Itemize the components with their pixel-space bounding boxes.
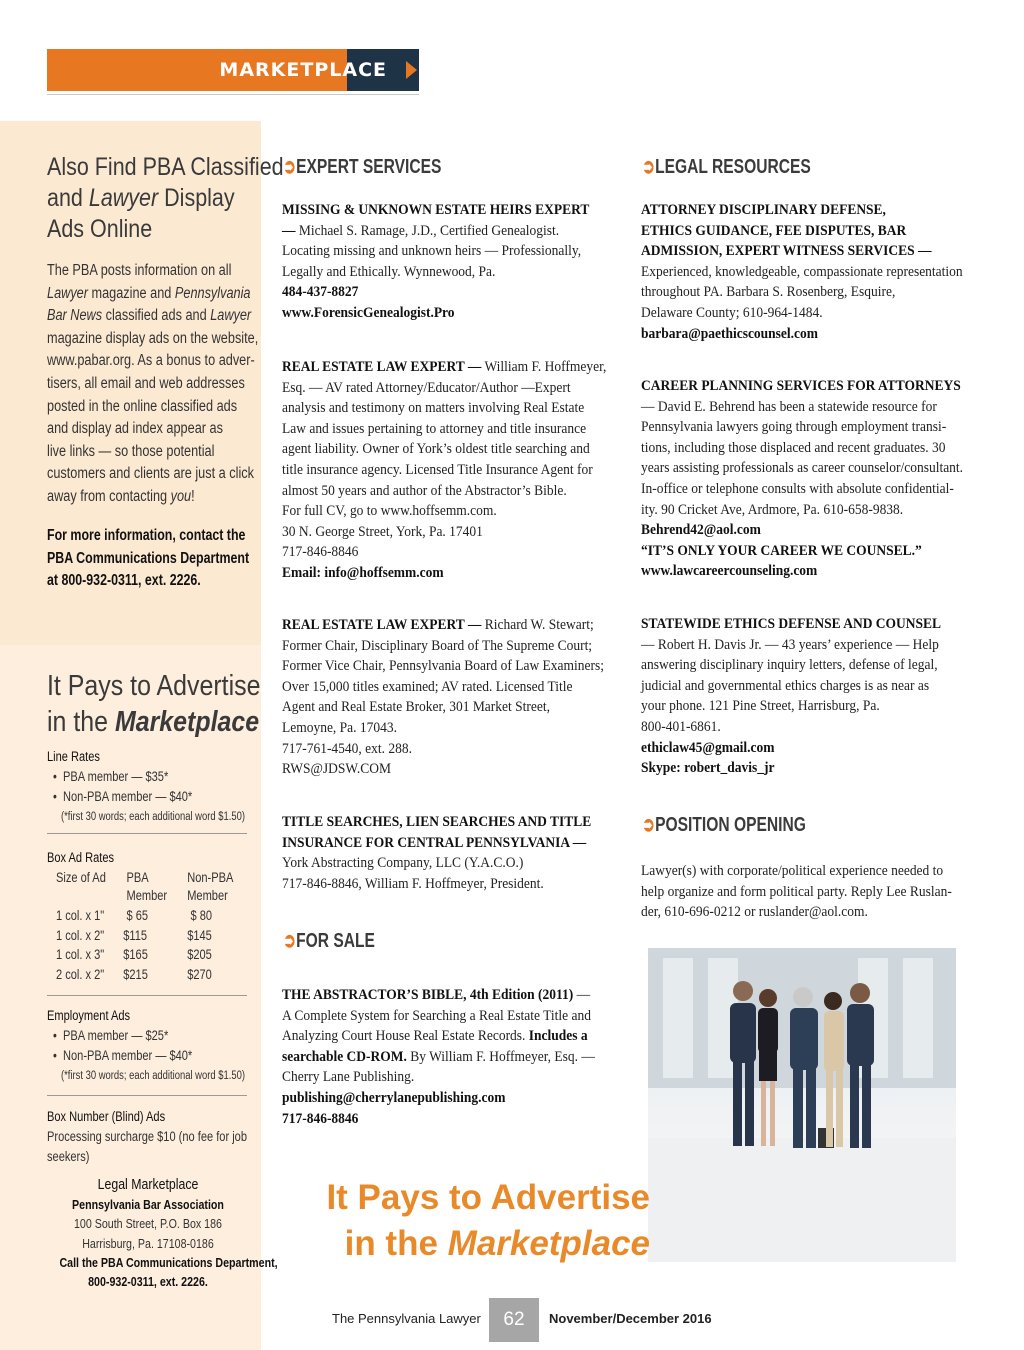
banner-label: MARKETPLACE: [219, 59, 387, 81]
ad-line: Lawyer(s) with corporate/political experience needed to: [641, 863, 944, 879]
ad-line: Esq. — AV rated Attorney/Educator/Author —Expert: [282, 379, 571, 396]
ad-line: 717-846-8846, William F. Hoffmeyer, President.: [282, 875, 544, 892]
business-people-photo: [648, 948, 956, 1262]
ad-line: CAREER PLANNING SERVICES FOR ATTORNEYS: [641, 378, 961, 394]
ad-line: ity. 90 Cricket Ave, Ardmore, Pa. 610-658-9838.: [641, 501, 904, 518]
ad-line: In-office or telephone consults with absolute confidential-: [641, 480, 954, 497]
table-row: 1 col. x 3" $165 $205: [56, 947, 212, 962]
banner-rule: [47, 94, 419, 95]
ad-line: der, 610-696-0212 or ruslander@aol.com.: [641, 904, 868, 921]
arrow-circle-icon: ➲: [283, 930, 297, 952]
line-rates-heading: Line Rates: [47, 749, 100, 764]
ad-line: years assisting professionals as career counselor/consultant.: [641, 460, 964, 477]
employment-note: (*first 30 words; each additional word $1.50): [61, 1070, 245, 1082]
ad-line: Over 15,000 titles examined; AV rated. Licensed Title: [282, 678, 573, 695]
ad-line: THE ABSTRACTOR’S BIBLE, 4th Edition (2011) —: [282, 987, 591, 1003]
ad-line: Agent and Real Estate Broker, 301 Market Street,: [282, 699, 550, 716]
ad-line: MISSING & UNKNOWN ESTATE HEIRS EXPERT: [282, 202, 590, 218]
ad-line: answering disciplinary inquiry letters, defense of legal,: [641, 657, 938, 674]
arrow-circle-icon: ➲: [642, 156, 656, 178]
list-item: • PBA member — $35*: [53, 769, 169, 784]
section-banner: [47, 49, 419, 91]
section-heading-position: ➲POSITION OPENING: [642, 814, 806, 836]
list-item: • PBA member — $25*: [53, 1028, 169, 1043]
ad-line: INSURANCE FOR CENTRAL PENNSYLVANIA —: [282, 834, 587, 851]
list-item: • Non-PBA member — $40*: [53, 788, 193, 804]
ad-line: help organize and form political party. Reply Lee Ruslan-: [641, 883, 952, 900]
employment-heading: Employment Ads: [47, 1008, 131, 1023]
ad-line: REAL ESTATE LAW EXPERT — William F. Hoffmeyer,: [282, 359, 607, 375]
ad-line: ATTORNEY DISCIPLINARY DEFENSE,: [641, 202, 886, 218]
ad-line: “IT’S ONLY YOUR CAREER WE COUNSEL.”: [641, 542, 922, 559]
ad-line: Skype: robert_davis_jr: [641, 760, 775, 777]
ad-line: Locating missing and unknown heirs — Professionally,: [282, 243, 582, 260]
ad-line: ethiclaw45@gmail.com: [641, 739, 775, 756]
ad-line: — Robert H. Davis Jr. — 43 years’ experience — Help: [641, 636, 939, 653]
arrow-circle-icon: ➲: [283, 156, 297, 178]
ad-career-planning: [641, 376, 963, 582]
ad-line: TITLE SEARCHES, LIEN SEARCHES AND TITLE: [282, 814, 592, 830]
ad-line: ETHICS GUIDANCE, FEE DISPUTES, BAR: [641, 222, 907, 239]
online-ads-contact: For more information, contact the PBA Communications Department at 800-932-0311, ext. 2226.: [47, 527, 250, 590]
table-row: 1 col. x 2" $115 $145: [56, 927, 212, 943]
ad-line: — David E. Behrend has been a statewide resource for: [641, 398, 937, 415]
ad-stewart-expert: [282, 615, 604, 780]
ad-line: Law and issues pertaining to attorney and title insurance: [282, 420, 587, 437]
ad-line: For full CV, go to www.hoffsemm.com.: [282, 503, 497, 520]
ad-line: York Abstracting Company, LLC (Y.A.C.O.): [282, 855, 524, 872]
ad-line: Former Vice Chair, Pennsylvania Board of Law Examiners;: [282, 658, 604, 675]
ad-line: Former Chair, Disciplinary Board of The Supreme Court;: [282, 637, 593, 654]
advertise-promo: It Pays to Advertise in the Marketplace: [326, 1178, 650, 1263]
section-heading-forsale: ➲FOR SALE: [283, 930, 375, 952]
blind-ads-heading: Box Number (Blind) Ads: [47, 1109, 166, 1124]
ad-line: almost 50 years and author of the Abstractor’s Bible.: [282, 482, 567, 499]
line-rates-note: (*first 30 words; each additional word $1.50): [61, 811, 245, 823]
ad-line: title insurance agency. Licensed Title Insurance Agent for: [282, 461, 593, 478]
ad-position-opening: [641, 861, 952, 923]
marketplace-address: Legal Marketplace Pennsylvania Bar Association 100 South Street, P.O. Box 186 Harrisburg, Pa. 17108-0186 Call the PBA Communications Department, 800-932-0311, ext. 2226.: [59, 1177, 278, 1289]
ad-ethics-defense: [641, 614, 941, 779]
ad-line: — Michael S. Ramage, J.D., Certified Genealogist.: [282, 222, 560, 239]
ad-line: www.ForensicGenealogist.Pro: [282, 304, 455, 321]
ad-line: STATEWIDE ETHICS DEFENSE AND COUNSEL: [641, 616, 941, 632]
line-rates-list: [53, 767, 192, 806]
photo-illustration: [648, 948, 956, 1262]
box-rates-table: [56, 906, 236, 984]
divider: [47, 995, 247, 996]
ad-line: Behrend42@aol.com: [641, 522, 761, 539]
page-number: 62: [489, 1298, 539, 1342]
ad-line: www.lawcareercounseling.com: [641, 563, 818, 580]
divider: [47, 1095, 247, 1096]
ad-line: ADMISSION, EXPERT WITNESS SERVICES —: [641, 243, 932, 260]
ad-line: publishing@cherrylanepublishing.com: [282, 1089, 506, 1106]
divider: [47, 833, 247, 834]
box-rates-col-line2: Member Member: [126, 888, 228, 903]
ad-estate-heirs: [282, 200, 589, 324]
footer-publication: The Pennsylvania Lawyer: [332, 1311, 481, 1326]
box-rates-heading: Box Ad Rates: [47, 850, 115, 865]
ad-line: agent liability. Owner of York’s oldest title searching and: [282, 441, 590, 458]
ad-line: 800-401-6861.: [641, 718, 721, 735]
ad-line: A Complete System for Searching a Real Estate Title and: [282, 1007, 591, 1024]
ad-line: throughout PA. Barbara S. Rosenberg, Esquire,: [641, 284, 896, 301]
ad-line: 717-846-8846: [282, 1110, 359, 1127]
footer-issue-date: November/December 2016: [549, 1311, 712, 1326]
ad-line: barbara@paethicscounsel.com: [641, 325, 818, 342]
ad-line: searchable CD-ROM. By William F. Hoffmeyer, Esq. —: [282, 1048, 595, 1065]
rates-title: It Pays to Advertise in the Marketplace: [47, 670, 261, 738]
table-row: 1 col. x 1" $ 65 $ 80: [56, 908, 213, 923]
ad-line: Pennsylvania lawyers going through employment transi-: [641, 419, 947, 436]
ad-line: Analyzing Court House Real Estate Records. Includes a: [282, 1028, 588, 1045]
ad-line: Lemoyne, Pa. 17043.: [282, 719, 397, 736]
play-arrow-icon: [406, 61, 417, 79]
ad-line: tions, including those displaced and recent graduates. 30: [641, 439, 946, 456]
ad-line: RWS@JDSW.COM: [282, 761, 391, 778]
online-ads-body: The PBA posts information on all Lawyer magazine and Pennsylvania Bar News classified ads and Lawyer magazine display ads on the website, www.pabar.org. As a bonus to adver- tisers, all email and web addresses posted in the online classified ads and display ad index appear as live links — so those potential customers and clients are just a click away from contacting you!: [47, 262, 259, 505]
section-heading-legal: ➲LEGAL RESOURCES: [642, 156, 811, 178]
ad-line: Cherry Lane Publishing.: [282, 1069, 415, 1086]
ad-line: 484-437-8827: [282, 284, 359, 301]
ad-line: 717-846-8846: [282, 544, 359, 561]
ad-line: your phone. 121 Pine Street, Harrisburg, Pa.: [641, 698, 880, 715]
ad-line: 30 N. George Street, York, Pa. 17401: [282, 523, 483, 540]
ad-line: Email: info@hoffsemm.com: [282, 564, 444, 581]
employment-list: [53, 1026, 192, 1065]
ad-line: Experienced, knowledgeable, compassionate representation: [641, 263, 963, 280]
arrow-circle-icon: ➲: [642, 814, 656, 836]
box-rates-col-line1: Size of Ad PBA Non-PBA: [56, 870, 234, 885]
list-item: • Non-PBA member — $40*: [53, 1047, 193, 1063]
ad-line: REAL ESTATE LAW EXPERT — Richard W. Stewart;: [282, 617, 594, 633]
ad-hoffmeyer-expert: [282, 357, 606, 584]
ad-line: Legally and Ethically. Wynnewood, Pa.: [282, 263, 496, 280]
ad-line: judicial and governmental ethics charges is as near as: [641, 677, 930, 694]
table-row: 2 col. x 2" $215 $270: [56, 966, 212, 982]
ad-disciplinary-defense: [641, 200, 963, 344]
blind-ads-body: Processing surcharge $10 (no fee for job seekers): [47, 1129, 247, 1164]
section-heading-expert: ➲EXPERT SERVICES: [283, 156, 442, 178]
ad-line: analysis and testimony on matters involving Real Estate: [282, 400, 585, 417]
ad-line: 717-761-4540, ext. 288.: [282, 740, 412, 757]
ad-abstractors-bible: [282, 985, 595, 1129]
ad-title-searches: [282, 812, 591, 894]
online-ads-title: Also Find PBA Classified and Lawyer Display Ads Online: [47, 153, 284, 243]
ad-line: Delaware County; 610-964-1484.: [641, 304, 823, 321]
